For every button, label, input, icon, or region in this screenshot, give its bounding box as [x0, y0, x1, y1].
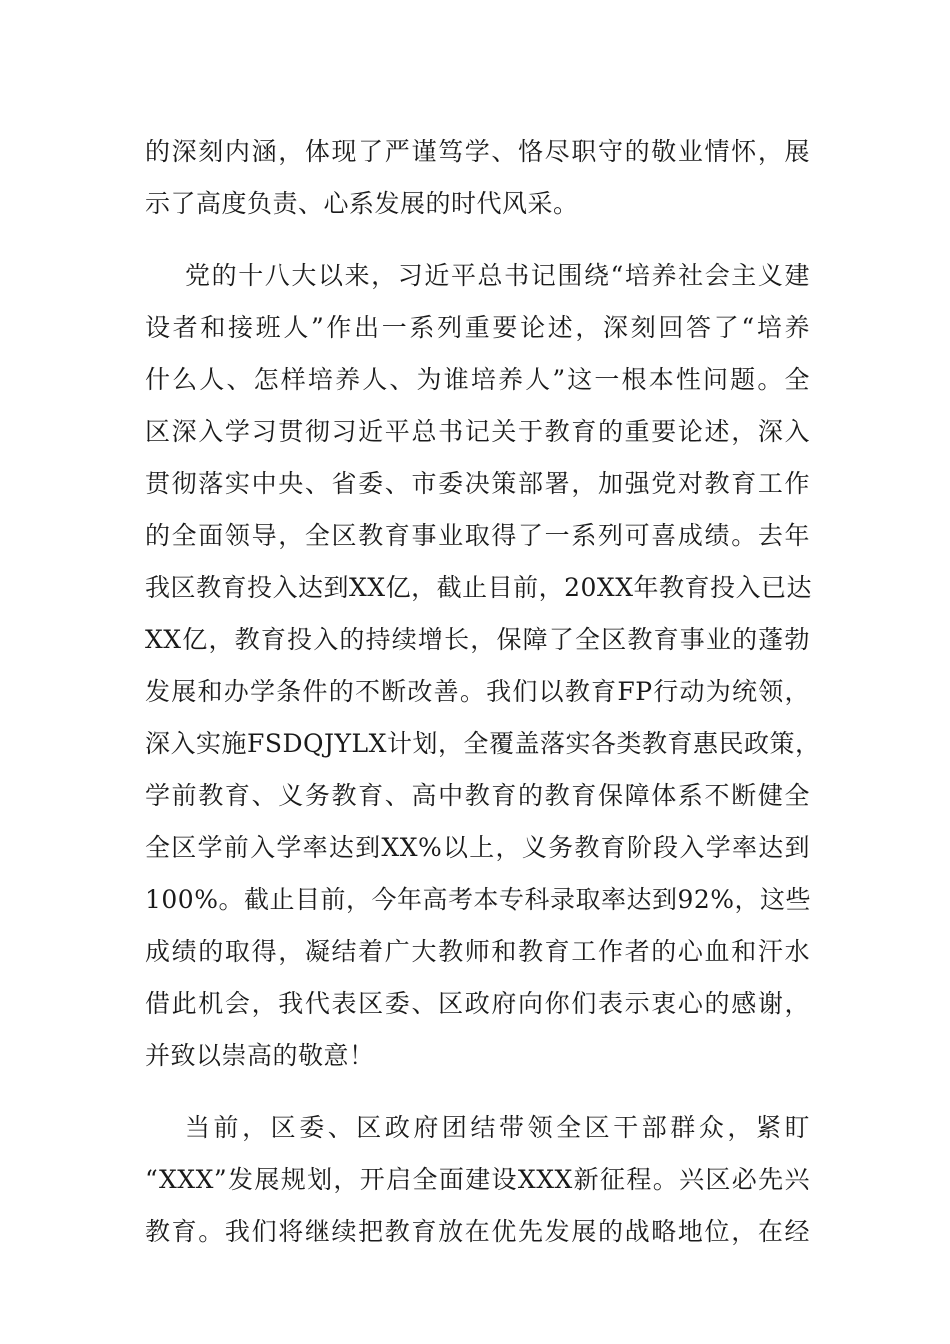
text-line: 100%。截止目前，今年高考本专科录取率达到92%，这些: [145, 885, 812, 914]
text-line: 发展和办学条件的不断改善。我们以教育FP行动为统领，: [145, 677, 810, 706]
text-line: 示了高度负责、心系发展的时代风采。: [145, 189, 579, 218]
text-line: 的深刻内涵，体现了严谨笃学、恪尽职守的敬业情怀，展: [145, 137, 810, 166]
text-line: XX亿，教育投入的持续增长，保障了全区教育事业的蓬勃: [145, 625, 810, 654]
text-line: 区深入学习贯彻习近平总书记关于教育的重要论述，深入: [145, 417, 810, 446]
document-body: [145, 126, 821, 1258]
paragraph-3: [145, 1102, 810, 1258]
text-line: 贯彻落实中央、省委、市委决策部署，加强党对教育工作: [145, 469, 810, 498]
text-line: “XXX”发展规划，开启全面建设XXX新征程。兴区必先兴: [145, 1165, 810, 1194]
text-line: 我区教育投入达到XX亿，截止目前，20XX年教育投入已达: [145, 573, 813, 602]
text-line: 借此机会，我代表区委、区政府向你们表示衷心的感谢，: [145, 989, 810, 1018]
text-line: 成绩的取得，凝结着广大教师和教育工作者的心血和汗水: [145, 937, 810, 966]
text-line: 深入实施FSDQJYLX计划，全覆盖落实各类教育惠民政策，: [145, 729, 821, 758]
text-line: 学前教育、义务教育、高中教育的教育保障体系不断健全: [145, 781, 810, 810]
text-line: 全区学前入学率达到XX%以上，义务教育阶段入学率达到: [145, 833, 810, 862]
text-line: 教育。我们将继续把教育放在优先发展的战略地位，在经: [145, 1217, 810, 1246]
paragraph-1: [145, 126, 810, 230]
text-line: 什么人、怎样培养人、为谁培养人”这一根本性问题。全: [145, 365, 810, 394]
text-line: 设者和接班人”作出一系列重要论述，深刻回答了“培养: [145, 313, 810, 342]
text-line: 的全面领导，全区教育事业取得了一系列可喜成绩。去年: [145, 521, 810, 550]
text-line: 当前，区委、区政府团结带领全区干部群众，紧盯: [185, 1113, 810, 1142]
paragraph-2: [145, 250, 821, 1082]
text-line: 并致以崇高的敬意！: [145, 1041, 375, 1070]
text-line: 党的十八大以来，习近平总书记围绕“培养社会主义建: [185, 261, 810, 290]
